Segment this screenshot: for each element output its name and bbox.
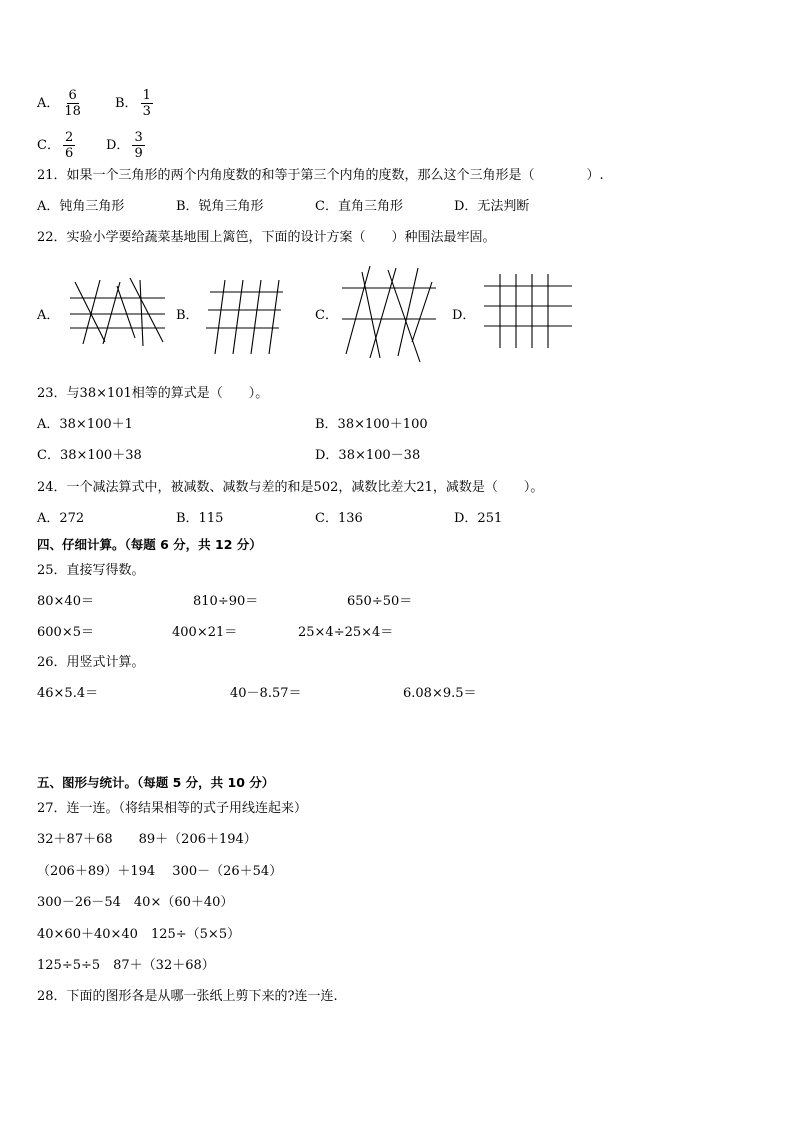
fence-line: [362, 272, 380, 358]
section4-title: 四、仔细计算。（每题 6 分，共 12 分）: [37, 537, 262, 552]
q20-option-d: [106, 130, 145, 161]
q22-label-d: D．: [452, 308, 476, 323]
fence-line: [251, 280, 261, 354]
q23-question: 23．与38×101相等的算式是（ ）。: [37, 386, 269, 401]
q24-question: 24．一个减法算式中，被减数、减数与差的和是502，减数比差大21，减数是（ ）。: [37, 480, 544, 495]
fence-line: [75, 282, 105, 342]
q22-label-a: A．: [37, 308, 60, 323]
option-letter: D．: [106, 138, 130, 153]
q22-question: 22．实验小学要给蔬菜基地围上篱笆，下面的设计方案（ ）种围法最牢固。: [37, 230, 496, 245]
q25-item: 80×40＝: [37, 594, 94, 609]
q24-option-d: D．251: [454, 511, 503, 526]
numerator: 3: [134, 130, 143, 145]
q23-option-b: B．38×100＋100: [315, 417, 428, 432]
q27-row: （206＋89）＋194 300－（26＋54）: [37, 864, 283, 879]
fence-line: [140, 280, 143, 346]
fence-figure-b: [205, 280, 285, 356]
denominator: 9: [134, 146, 143, 161]
fraction: [132, 130, 144, 161]
q26-item: 46×5.4＝: [37, 686, 99, 701]
section5-title: 五、图形与统计。（每题 5 分，共 10 分）: [37, 775, 275, 790]
q23-option-a: A．38×100＋1: [37, 417, 133, 432]
denominator: 6: [64, 146, 74, 161]
q21-option-d: D．无法判断: [454, 199, 530, 214]
option-letter: B．: [115, 96, 138, 111]
fence-figure-a: [65, 278, 170, 348]
q21-option-a: A．钝角三角形: [37, 199, 125, 214]
fraction: [62, 88, 83, 119]
q21-question: 21．如果一个三角形的两个内角度数的和等于第三个内角的度数，那么这个三角形是（ ）.: [37, 168, 604, 183]
q20-option-c: [37, 130, 75, 161]
q25-item: 600×5＝: [37, 625, 94, 640]
q21-option-b: B．锐角三角形: [176, 199, 264, 214]
q23-option-c: C．38×100＋38: [37, 448, 142, 463]
q22-label-c: C．: [315, 308, 338, 323]
fence-figure-d: [482, 272, 577, 352]
fence-line: [130, 278, 163, 342]
q25-question: 25．直接写得数。: [37, 563, 145, 578]
fence-line: [215, 280, 225, 354]
numerator: 2: [64, 130, 74, 145]
option-letter: C．: [37, 138, 60, 153]
fence-line: [269, 280, 279, 354]
q21-option-c: C．直角三角形: [315, 199, 403, 214]
q27-row: 40×60＋40×40 125÷（5×5）: [37, 927, 241, 942]
q20-option-a: [37, 88, 83, 119]
fraction: [63, 130, 75, 161]
fence-line: [233, 280, 243, 354]
numerator: 1: [142, 88, 151, 103]
fence-line: [346, 266, 370, 354]
q24-option-b: B．115: [176, 511, 224, 526]
q24-option-c: C．136: [315, 511, 363, 526]
fence-line: [412, 282, 432, 342]
q25-item: 810÷90＝: [193, 594, 259, 609]
denominator: 3: [142, 104, 151, 119]
q25-item: 650÷50＝: [347, 594, 413, 609]
fence-line: [388, 270, 420, 362]
q26-item: 6.08×9.5＝: [403, 686, 477, 701]
q20-option-b: [115, 88, 153, 119]
q27-row: 125÷5÷5 87＋（32＋68）: [37, 958, 215, 973]
fence-figure-c: [340, 264, 440, 364]
fence-line: [103, 282, 120, 344]
fence-line: [117, 286, 135, 338]
q25-item: 400×21＝: [172, 625, 238, 640]
option-letter: A．: [37, 96, 60, 111]
fence-line: [83, 280, 100, 344]
q28-question: 28．下面的图形各是从哪一张纸上剪下来的?连一连.: [37, 989, 338, 1004]
fence-line: [398, 268, 418, 356]
q24-option-a: A．272: [37, 511, 85, 526]
q23-option-d: D．38×100－38: [315, 448, 421, 463]
q22-label-b: B．: [176, 308, 199, 323]
q27-question: 27．连一连。（将结果相等的式子用线连起来）: [37, 801, 308, 816]
denominator: 18: [64, 104, 81, 119]
fraction: [141, 88, 153, 119]
q26-item: 40－8.57＝: [230, 686, 302, 701]
q27-row: 300－26－54 40×（60＋40）: [37, 895, 234, 910]
q27-row: 32＋87＋68 89＋（206＋194）: [37, 832, 257, 847]
numerator: 6: [68, 88, 77, 103]
q26-question: 26．用竖式计算。: [37, 655, 145, 670]
q25-item: 25×4÷25×4＝: [298, 625, 394, 640]
